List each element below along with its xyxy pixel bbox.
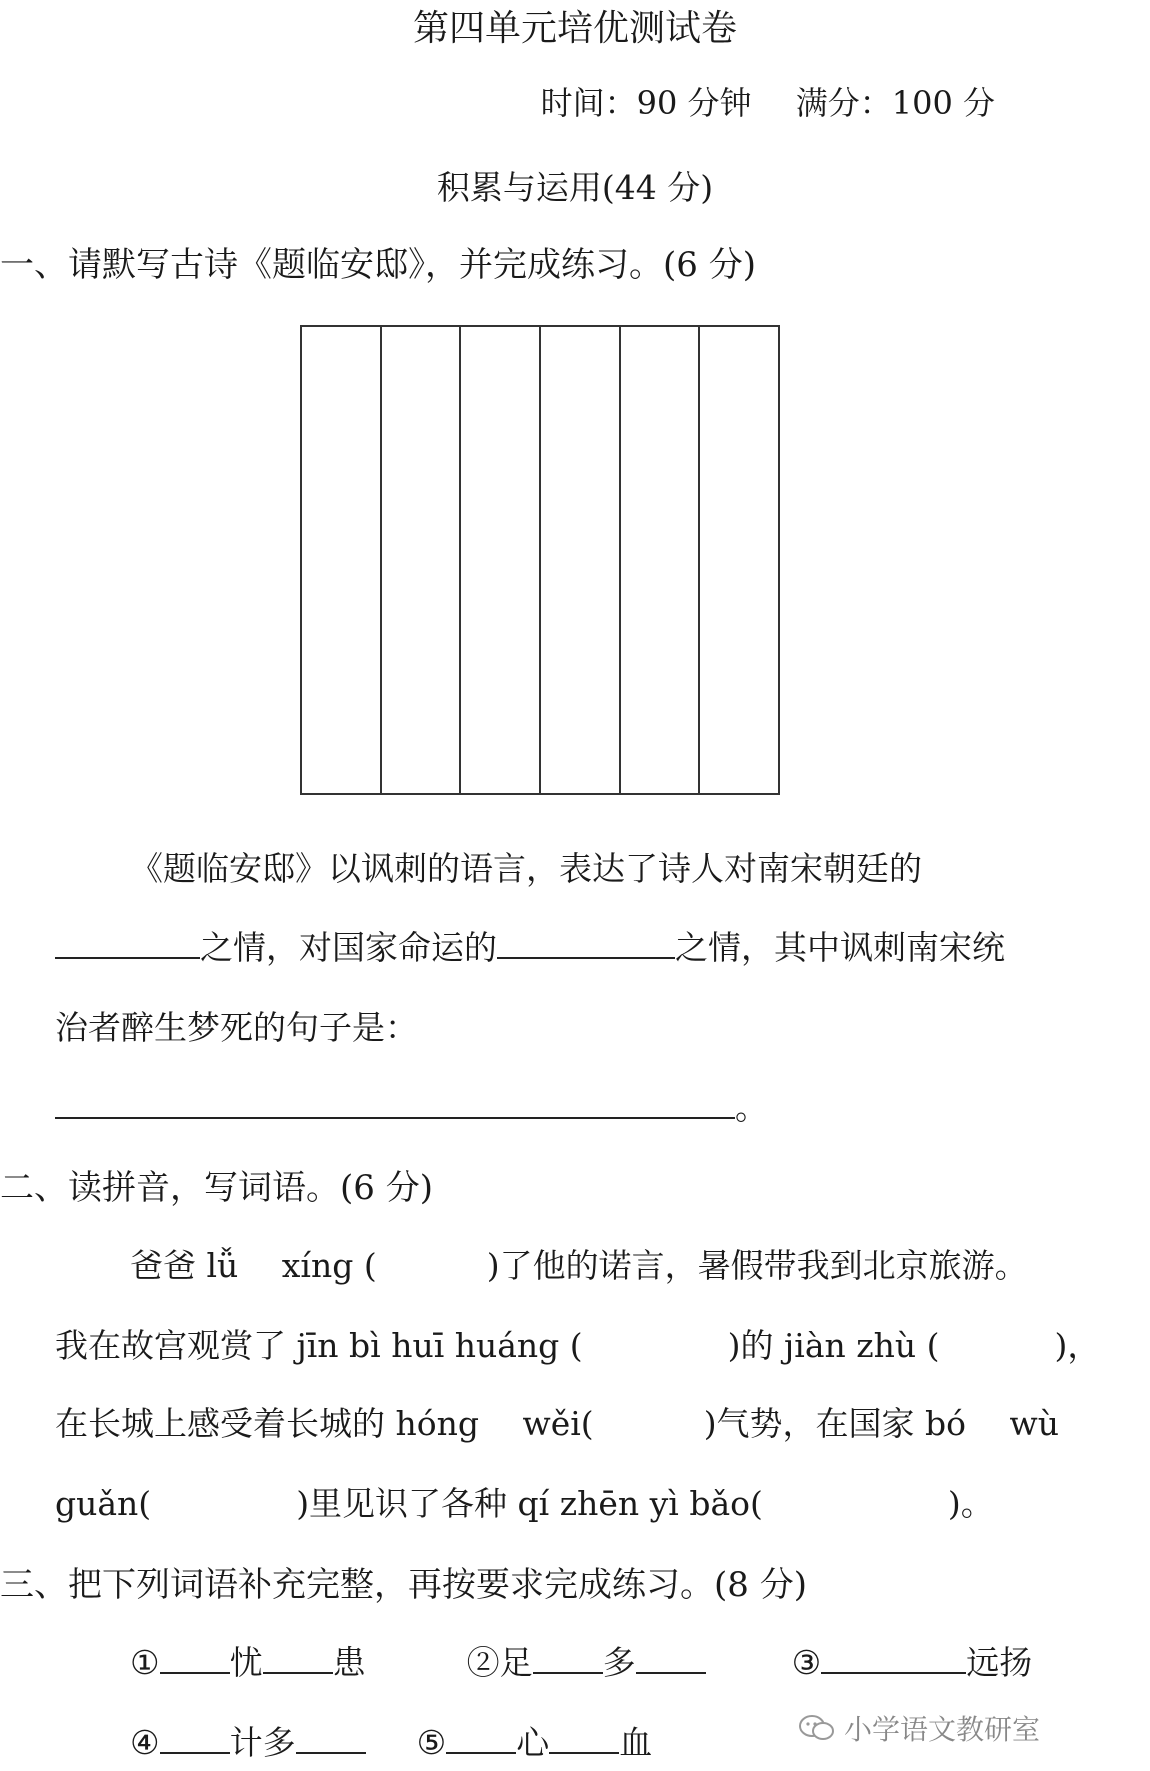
q2-line-1: 爸爸 lǚ xíng ( )了他的诺言，暑假带我到北京旅游。 xyxy=(130,1246,1028,1285)
question-3-title: 三、把下列词语补充完整，再按要求完成练习。(8 分) xyxy=(0,1565,807,1605)
answer-blank[interactable] xyxy=(549,1722,619,1754)
item-number: ⑤ xyxy=(416,1723,447,1762)
exam-meta xyxy=(507,78,995,124)
answer-blank[interactable] xyxy=(160,1722,230,1754)
answer-blank[interactable] xyxy=(446,1722,516,1754)
grid-column[interactable] xyxy=(380,327,460,793)
item-number: ③ xyxy=(791,1643,822,1682)
q1-line-3: 治者醉生梦死的句子是： xyxy=(55,1008,418,1047)
item-number: ① xyxy=(130,1643,160,1682)
watermark-text: 小学语文教研室 xyxy=(843,1713,1040,1746)
answer-blank[interactable] xyxy=(296,1722,366,1754)
q1-line-4: 。 xyxy=(55,1082,768,1129)
item-number: ② xyxy=(466,1643,500,1682)
poem-writing-grid[interactable] xyxy=(300,325,780,795)
answer-blank-long[interactable] xyxy=(55,1087,735,1119)
grid-column[interactable] xyxy=(619,327,699,793)
grid-column[interactable] xyxy=(698,327,778,793)
q2-line-4: guǎn( )里见识了各种 qí zhēn yì bǎo( )。 xyxy=(55,1484,994,1523)
q3-row-2: ④ 计多 ⑤ 心 血 xyxy=(130,1723,653,1762)
answer-blank[interactable] xyxy=(160,1642,230,1674)
grid-column[interactable] xyxy=(302,327,380,793)
answer-blank[interactable] xyxy=(533,1642,603,1674)
section-heading: 积累与运用(44 分) xyxy=(436,168,714,207)
q2-line-3: 在长城上感受着长城的 hóng wěi( )气势，在国家 bó wù xyxy=(55,1404,1060,1443)
grid-column[interactable] xyxy=(539,327,619,793)
answer-blank[interactable] xyxy=(821,1642,966,1674)
full-score: 满分：100 分 xyxy=(795,84,995,122)
answer-blank[interactable] xyxy=(55,927,200,959)
answer-blank[interactable] xyxy=(636,1642,706,1674)
wechat-icon xyxy=(798,1714,836,1742)
answer-blank[interactable] xyxy=(263,1642,333,1674)
question-1-title: 一、请默写古诗《题临安邸》，并完成练习。(6 分) xyxy=(0,245,756,285)
q1-line-1: 《题临安邸》以讽刺的语言，表达了诗人对南宋朝廷的 xyxy=(130,849,922,888)
question-2-title: 二、读拼音，写词语。(6 分) xyxy=(0,1168,433,1208)
page-title: 第四单元培优测试卷 xyxy=(412,8,737,49)
grid-column[interactable] xyxy=(459,327,539,793)
watermark xyxy=(798,1708,1040,1748)
q3-row-1: ① 忧 患 ②足 多 ③ 远扬 xyxy=(130,1643,1033,1682)
time-limit: 时间：90 分钟 xyxy=(540,84,752,122)
item-number: ④ xyxy=(130,1723,160,1762)
q2-line-2: 我在故宫观赏了 jīn bì huī huáng ( )的 jiàn zhù ( )， xyxy=(55,1326,1101,1365)
q1-line-2: 之情，对国家命运的 之情，其中讽刺南宋统 xyxy=(55,922,1005,969)
answer-blank[interactable] xyxy=(497,927,675,959)
